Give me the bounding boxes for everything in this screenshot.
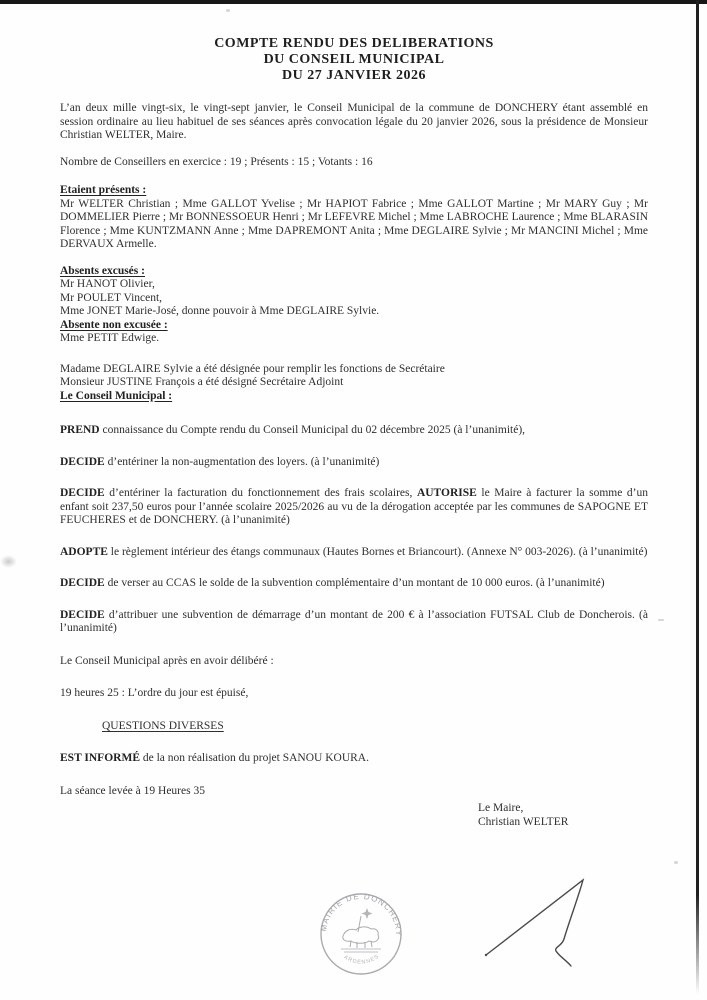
scan-speck (658, 619, 664, 621)
informed-text: de la non réalisation du projet SANOU KOURA. (139, 752, 369, 764)
decision-verb: DECIDE (60, 577, 105, 589)
absente-line: Mme PETIT Edwige. (60, 332, 160, 344)
deliberation-item (60, 487, 648, 528)
counts-line: Nombre de Conseillers en exercice : 19 ; Présents : 15 ; Votants : 16 (60, 155, 373, 168)
decision-verb: DECIDE (60, 455, 105, 468)
title-line-1: COMPTE RENDU DES DELIBERATIONS (214, 36, 494, 51)
questions-diverses-label: QUESTIONS DIVERSES (102, 719, 224, 732)
deliberation-item (60, 424, 648, 438)
decision-text: le Maire à facturer la somme d’un enfant soit 237,50 euros pour l’année scolaire 2025/2026 au vu de la dérogation acceptée par les communes de SAPOGNE ET FEUCHERES et de DONCHERY. (à l’unanimité) (60, 487, 648, 526)
signer-role: Le Maire, (478, 802, 524, 814)
seance-close-line: La séance levée à 19 Heures 35 (60, 784, 205, 797)
stamp-top-text: MAIRIE DE DONCHERY (318, 892, 404, 937)
municipal-stamp (311, 892, 411, 976)
decision-verb: DECIDE (60, 608, 105, 621)
title-line-3: DU 27 JANVIER 2026 (282, 68, 426, 83)
presents-names: Mr WELTER Christian ; Mme GALLOT Yvelise ; Mr HAPIOT Fabrice ; Mme GALLOT Martine ; Mr MARY Guy ; Mr DOMMELIER Pierre ; Mr BONNESSOEUR Henri ; Mr LEFEVRE Michel ; Mme LABROCHE Laurence ; Mme BLARASIN Florence ; Mme KUNTZMANN Anne ; Mme DAPREMONT Anita ; Mme DEGLAIRE Sylvie ; Mr MANCINI Michel ; Mme DERVAUX Armelle. (60, 197, 648, 250)
questions-diverses-heading (60, 720, 648, 734)
decision-text: d’entériner la facturation du fonctionnement des frais scolaires, (104, 487, 417, 499)
absents-heading: Absents excusés : (60, 264, 145, 277)
absent-line: Mr HANOT Olivier, (60, 278, 155, 290)
absent-line: Mme JONET Marie-José, donne pouvoir à Mme DEGLAIRE Sylvie. (60, 305, 380, 317)
decision-verb: AUTORISE (416, 487, 477, 499)
decision-verb: DECIDE (60, 487, 105, 499)
after-deliberation-line: Le Conseil Municipal après en avoir délibéré : (60, 654, 274, 667)
svg-text:ARDENNES (343, 954, 381, 966)
absent-line: Mr POULET Vincent, (60, 291, 163, 304)
deliberation-item (60, 609, 648, 636)
deliberation-item (60, 456, 648, 470)
scan-speck (674, 861, 678, 864)
decision-verb: ADOPTE (60, 545, 108, 558)
informed-line (60, 752, 648, 766)
secretary-line-1: Madame DEGLAIRE Sylvie a été désignée pour remplir les fonctions de Secrétaire (60, 362, 445, 375)
deliberation-item (60, 546, 648, 560)
signer-name: Christian WELTER (478, 816, 569, 828)
decision-text: d’entériner la non-augmentation des loyers. (à l’unanimité) (104, 455, 380, 468)
decision-verb: PREND (60, 424, 100, 436)
order-exhausted-line: 19 heures 25 : L’ordre du jour est épuisé, (60, 687, 249, 699)
document-title (60, 36, 648, 84)
title-line-2: DU CONSEIL MUNICIPAL (263, 52, 445, 67)
council-heading: Le Conseil Municipal : (60, 389, 173, 402)
svg-text:MAIRIE DE DONCHERY (319, 892, 403, 937)
absente-heading: Absente non excusée : (60, 318, 168, 331)
scan-smudge (0, 555, 17, 568)
decision-text: le règlement intérieur des étangs communaux (Hautes Bornes et Briancourt). (Annexe N° 003-2026). (à l’unanimité) (107, 545, 648, 558)
stamp-emblem (341, 908, 381, 952)
decision-text: d’attribuer une subvention de démarrage d’un montant de 200 € à l’association FUTSAL Club de Doncherois. (à l’unanimité) (60, 608, 648, 634)
decision-text: de verser au CCAS le solde de la subvention complémentaire d’un montant de 10 000 euros. (à l’unanimité) (104, 577, 605, 589)
scan-edge-right-line (696, 0, 699, 994)
deliberation-item (60, 577, 648, 591)
signature-block (478, 801, 648, 829)
stamp-bottom-text: ARDENNES (342, 953, 381, 966)
secretary-line-2: Monsieur JUSTINE François a été désigné Secrétaire Adjoint (60, 376, 344, 388)
handwritten-signature (450, 868, 600, 973)
document-body (60, 0, 648, 829)
informed-verb: EST INFORMÉ (60, 752, 140, 764)
decision-text: connaissance du Compte rendu du Conseil Municipal du 02 décembre 2025 (à l’unanimité), (99, 424, 526, 436)
intro-paragraph: L’an deux mille vingt-six, le vingt-sept janvier, le Conseil Municipal de la commune de DONCHERY étant assemblé en session ordinaire au lieu habituel de ses séances après convocation légale du 20 janvier 2026, sous la présidence de Monsieur Christian WELTER, Maire. (60, 102, 648, 141)
presents-heading: Etaient présents : (60, 184, 147, 196)
